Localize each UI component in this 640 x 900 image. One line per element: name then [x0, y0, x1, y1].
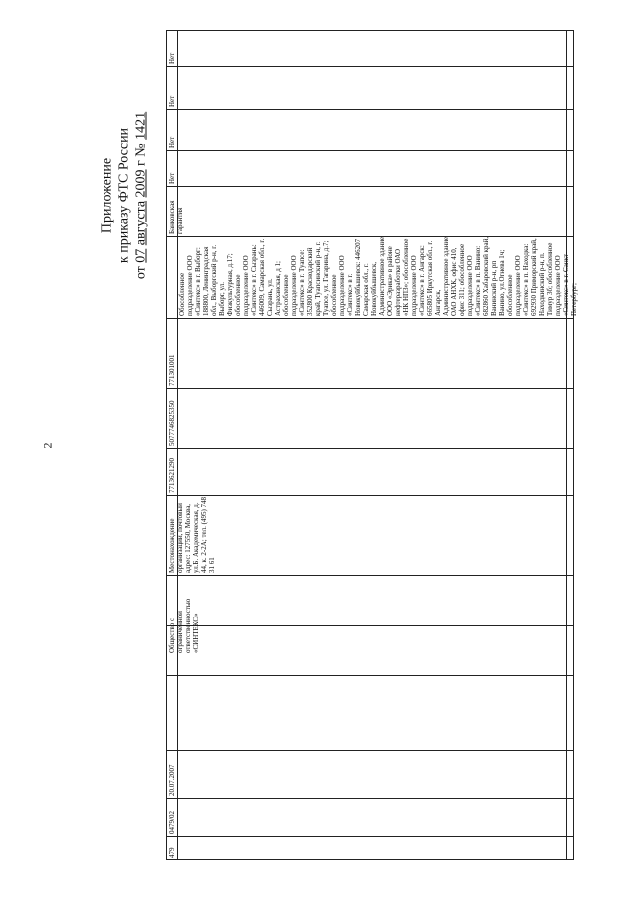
cell-location: Местонахождение организации, почтовый адрес: 127550, Москва, ул.Б. Академическая, д. 44, к. 2-2А; тел. (495) 748 31 61	[168, 496, 216, 573]
cell-branches: Обособленное подразделение ООО «Синтекс» в г. Выборг: 188800, Ленинградская обл., Выборгский р-н, г. Выборг, ул. Физкультурная, д.17; обособленное подразделение ООО «Синтекс» в г. Сызрань: 446009, Самарская обл., г. Сызрань, ул. Астраханская, д 1; обособленное подразделение ООО «Синтекс» в г. Туапсе: 352800 Краснодарский край, Туапсинский р-н, г. Туапсе, ул. Гагарина, д.7; обособленное подразделение ООО «Синтекс» в г. Новокуйбышевск: 446207 Самарская обл., г. Новокуйбышевск, Административное здание ООО «Эрика» в районе нефтеразработки ОАО «НК НПЗ»; обособленное подразделение ООО «Синтекс» в г. Ангарск: 665805 Иркутская обл., г. Ангарск, Административное здание ОАО АНХК, офис 410, офис 311; обособленное подразделение ООО «Синтекс» в п. Ванино: 682860 Хабаровский край, Ванинский р-н, рп Ванино, ул.Огнева 1ч; обособленное подразделение ООО «Синтекс» в п. Находка: 692930 Приморский край, Находкинский р-н, п. Тимур 3б; обособленное подразделение ООО «Синтекс» в г. Санкт-Петербург;	[178, 236, 578, 316]
header-month: августа	[133, 200, 149, 246]
table-border	[166, 30, 578, 860]
cell-ogrn: 5077746825350	[168, 400, 176, 446]
header-line2: к приказу ФТС России	[116, 127, 132, 264]
cell-number: 479	[168, 847, 176, 858]
page-number: 2	[40, 442, 55, 449]
cell-col12: Нет	[168, 172, 176, 184]
grid-line	[166, 575, 574, 576]
cell-kpp: 771301001	[168, 354, 176, 386]
registry-table	[166, 30, 578, 860]
grid-line	[166, 186, 574, 187]
cell-security: Банковская гарантия	[168, 200, 184, 234]
header-order-number: 1421	[133, 111, 149, 140]
header-from: от	[133, 266, 149, 280]
grid-line	[166, 388, 574, 389]
grid-line	[166, 150, 574, 151]
grid-line	[166, 318, 574, 319]
grid-line	[166, 675, 574, 676]
grid-line	[166, 798, 574, 799]
header-year-suffix: г №	[133, 143, 149, 166]
grid-line	[166, 750, 574, 751]
header-year: 2009	[133, 169, 149, 198]
cell-col15: Нет	[168, 52, 176, 64]
cell-inn: 7713621290	[168, 458, 176, 493]
document-header	[99, 46, 150, 346]
cell-organization: Общество с ограниченной ответственностью «СИНТЕКС»	[168, 598, 200, 653]
grid-line	[566, 30, 567, 860]
grid-line	[166, 66, 574, 67]
grid-line	[166, 109, 574, 110]
grid-line	[166, 836, 574, 837]
header-line3	[133, 46, 150, 346]
grid-line	[166, 448, 574, 449]
grid-line	[166, 625, 574, 626]
header-line1: Приложение	[99, 157, 115, 234]
cell-col14: Нет	[168, 95, 176, 107]
cell-col13: Нет	[168, 136, 176, 148]
header-day: 07	[133, 248, 149, 263]
cell-reg: 0479/02	[168, 811, 176, 834]
cell-date: 20.07.2007	[168, 764, 176, 796]
grid-line	[177, 30, 178, 860]
